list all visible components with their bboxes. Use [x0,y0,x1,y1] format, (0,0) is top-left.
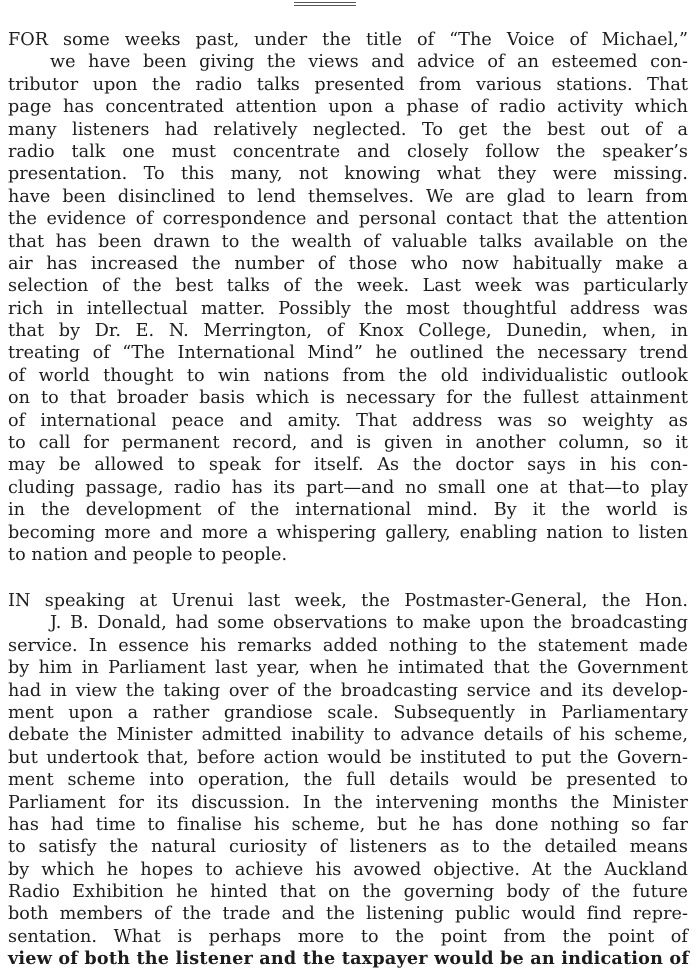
text-line: ment upon a rather grandiose scale. Subsequently in Parliamentary [8,702,688,723]
text-line: cluding passage, radio has its part—and no small one at that—to play [8,477,688,498]
text-line: we have been giving the views and advice of an esteemed con- [50,52,688,73]
text-line: rich in intellectual matter. Possibly the most thoughtful address was [8,298,688,319]
text-line: had in view the taking over of the broadcasting service and its develop- [8,680,688,701]
text-line: on to that broader basis which is necessary for the fullest attainment [8,388,688,409]
text-line: by him in Parliament last year, when he intimated that the Government [8,658,688,679]
text-line: to satisfy the natural curiosity of listeners as to the detailed means [8,837,688,858]
text-line: selection of the best talks of the week. Last week was particularly [8,276,688,297]
text-line: of world thought to win nations from the old individualistic outlook [8,365,688,386]
text-line: presentation. To this many, not knowing what they were missing. [8,164,688,185]
text-line: radio talk one must concentrate and closely follow the speaker’s [8,141,688,162]
editorial-paragraph-postmaster-general [8,590,688,971]
text-line: by which he hopes to achieve his avowed objective. At the Auckland [8,859,688,880]
text-line: treating of “The International Mind” he outlined the necessary trend [8,343,688,364]
editorial-paragraph-voice-of-michael [8,29,688,566]
text-line: IN speaking at Urenui last week, the Postmaster-General, the Hon. [8,591,688,611]
top-rule-divider [294,2,356,6]
text-line: that by Dr. E. N. Merrington, of Knox College, Dunedin, when, in [8,321,688,342]
text-line: ment scheme into operation, the full details would be presented to [8,770,688,791]
text-line: becoming more and more a whispering gallery, enabling nation to listen [8,522,688,543]
text-line: but undertook that, before action would be instituted to put the Govern- [8,747,688,768]
text-line: J. B. Donald, had some observations to make upon the broadcasting [50,613,688,634]
text-line: Radio Exhibition he hinted that on the governing body of the future [8,882,688,903]
text-line: service. In essence his remarks added nothing to the statement made [8,635,688,656]
text-line: may be allowed to speak for itself. As the doctor says in his con- [8,455,688,476]
text-line: tributor upon the radio talks presented from various stations. That [8,74,688,95]
text-line: sentation. What is perhaps more to the point from the point of [8,926,688,947]
text-line: both members of the trade and the listening public would find repre- [8,904,688,925]
text-line: of international peace and amity. That address was so weighty as [8,410,688,431]
text-line: to nation and people to people. [8,544,288,565]
text-line: page has concentrated attention upon a phase of radio activity which [8,97,688,118]
text-line: has had time to finalise his scheme, but he has done nothing so far [8,814,688,835]
text-line: FOR some weeks past, under the title of “The Voice of Michael,” [8,30,688,50]
text-line: to call for permanent record, and is given in another column, so it [8,433,688,454]
text-line: the evidence of correspondence and personal contact that the attention [8,209,688,230]
text-line: that has been drawn to the wealth of valuable talks available on the [8,231,688,252]
text-line: have been disinclined to lend themselves. We are glad to learn from [8,186,688,207]
text-line: debate the Minister admitted inability to advance details of his scheme, [8,725,688,746]
text-line: view of both the listener and the taxpayer would be an indication of [8,948,690,970]
text-line: in the development of the international mind. By it the world is [8,500,688,521]
text-line: air has increased the number of those who now habitually make a [8,253,688,274]
text-line: Parliament for its discussion. In the intervening months the Minister [8,792,688,813]
text-line: many listeners had relatively neglected. To get the best out of a [8,119,688,140]
